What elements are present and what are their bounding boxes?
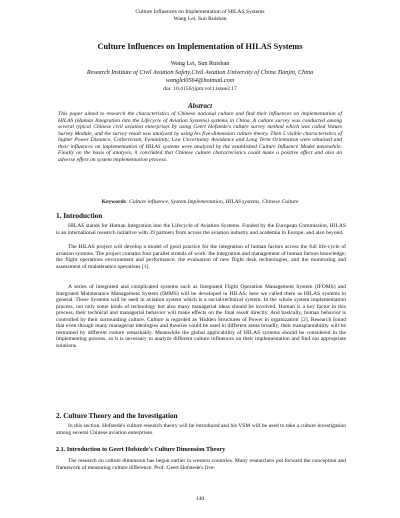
abstract-body: This paper aimed to research the characteristics of Chinese national culture and find their influences on implementation of HILAS (Human Integration into the Lifecycle of Aviation Systems) systems in China. A culture survey was conducted among several typical Chinese civil aviation enterprises by using Geert Hofstede's culture survey method which was called Values Survey Module, and the survey result was analyzed by using his five-dimension culture theory. Then 5 visible characteristics of higher Power Distance, Collectivism, Femininity, Low Uncertainty Avoidance and Long Term Orientation were obtained and their influences on implementation of HILAS systems were analyzed by the established Culture Influence Model meanwhile. Finally on the basis of analysis, it concluded that Chinese culture characteristics could make a positive effect and also an adverse effect on system implementation process. xyxy=(58,111,342,163)
keywords xyxy=(0,199,400,205)
intro-paragraph-2: The HILAS project will develop a model of good practice for the integration of human factors across the full life-cycle of aviation systems. The project contains four parallel strands of work: the integration and management of human factors knowledge; the flight operations environment and performance; the evaluation of new flight deck technologies, and the monitoring and assessment of maintenance operations [1]. xyxy=(56,244,346,270)
keywords-text: : Culture influence, System Implementation, HILAS systems, Chinese Culture xyxy=(125,199,299,205)
page-number: 140 xyxy=(195,496,205,502)
subsection-heading-hofstede: 2.1. Introduction to Geert Hofstede's Culture Dimension Theory xyxy=(56,446,226,453)
intro-paragraph-1: HILAS stands for Human Integration into the Lifecycle of Aviation Systems. Funded by the European Commission, HILAS is an international research initiative with 39 partners from across the aviation industry and academia in Europe, and also beyond. xyxy=(56,223,346,236)
running-head xyxy=(0,9,400,23)
abstract-heading: Abstract xyxy=(187,102,213,110)
keywords-label: Keywords xyxy=(101,199,126,205)
paper-authors: Wang Lei, Sun Ruishan xyxy=(170,60,230,67)
intro-paragraph-3: A series of integrated and complicated systems such as Integrated Flight Operation Management System (IFOMS) and Integrated Maintenance Management System (IMMS) will be developed in HILAS; here we called them as HILAS systems in general. These Systems will be used in aviation system which is a social-technical system. In the whole system implementation process, not only some kinds of technology but also many managerial ideas should be involved. Human is a key factor in this process, their technical and managerial behavior will make effects on the final result directly. And basically, human behavior is controlled by their surrounding culture. Culture is regarded as 'Hidden Structures of Power in organization' [2]. Research found that even though many managerial ideologies and theories could be used in different areas broadly, their transplantability will be restrained by different culture remarkably. Meanwhile the global applicability of HILAS systems should be considered in the implementing process, so it is necessary to analyze different culture influences on their implementation and find out appropriate solutions. xyxy=(56,284,346,349)
running-head-title: Culture Influences on Implementation of HILAS Systems xyxy=(135,9,265,15)
email: wanglei0564@hotmail.com xyxy=(165,77,235,84)
section-heading-culture-theory: 2. Culture Theory and the Investigation xyxy=(56,412,178,420)
section-heading-introduction: 1. Introduction xyxy=(56,212,103,220)
affiliation-block xyxy=(20,69,380,85)
affiliation: Research Institute of Civil Aviation Safety,Civil Aviation University of China Tianjin, China xyxy=(86,69,314,76)
paper-title: Culture Influences on Implementation of HILAS Systems xyxy=(97,42,303,51)
doi: doi: 10.4156/jipm.vol1.issue2.17 xyxy=(163,86,237,92)
running-head-authors: Wang Lei, Sun Ruishan xyxy=(173,16,227,22)
culture-theory-paragraph: In this section, Hofstede's culture research theory will be introduced and his VSM will be used to take a culture investigation among several Chinese aviation enterprises. xyxy=(56,423,346,436)
hofstede-paragraph: The research on culture dimension has begun earlier in western countries. Many researchers put forward the conception and framework of measuring culture difference. Prof. Geert Hofstede's five- xyxy=(56,458,346,471)
